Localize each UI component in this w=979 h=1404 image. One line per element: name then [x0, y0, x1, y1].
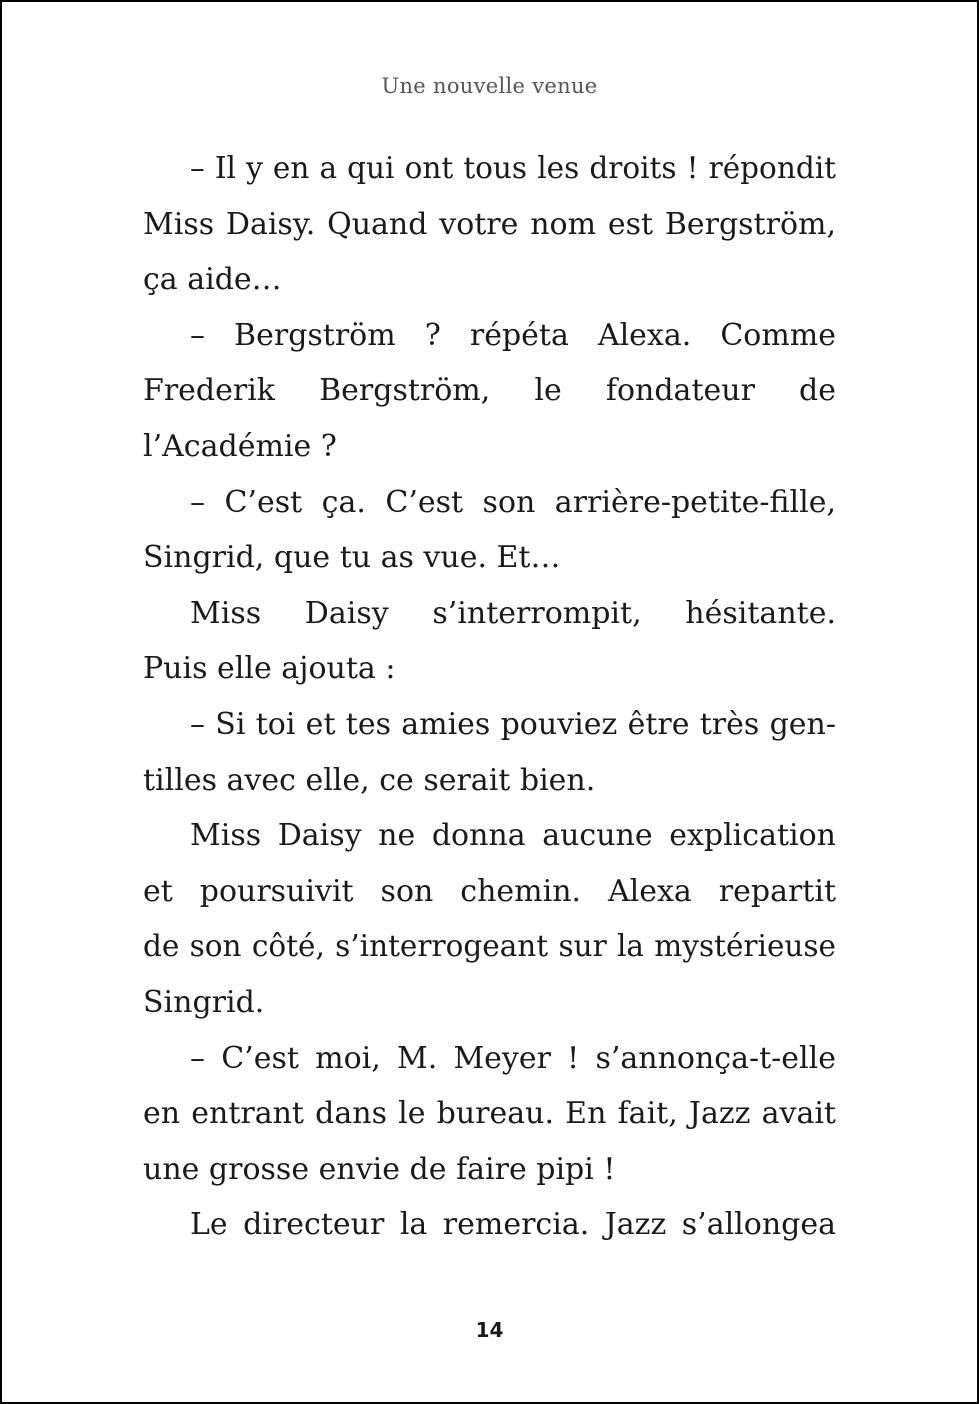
- text-line: en entrant dans le bureau. En fait, Jazz avait: [143, 1096, 836, 1132]
- text-line: et poursuivit son chemin. Alexa repartit: [143, 873, 836, 909]
- page-number: 14: [475, 1318, 504, 1342]
- text-line: l’Académie ?: [143, 428, 337, 464]
- text-line: tilles avec elle, ce serait bien.: [143, 762, 596, 798]
- text-line: une grosse envie de faire pipi !: [143, 1151, 616, 1187]
- text-line: – Si toi et tes amies pouviez être très gen-: [190, 706, 836, 742]
- text-line: – Bergström ? répéta Alexa. Comme: [190, 317, 836, 353]
- text-line: Miss Daisy s’interrompit, hésitante.: [190, 595, 836, 631]
- text-line: ça aide…: [143, 262, 282, 298]
- text-line: Singrid, que tu as vue. Et…: [143, 540, 561, 576]
- text-line: Puis elle ajouta :: [143, 651, 396, 687]
- text-line: de son côté, s’interrogeant sur la mystérieuse: [143, 929, 836, 964]
- text-line: – C’est ça. C’est son arrière-petite-fille,: [190, 484, 836, 520]
- body-text: [143, 141, 836, 1253]
- text-line: – Il y en a qui ont tous les droits ! répondit: [190, 151, 836, 185]
- text-line: – C’est moi, M. Meyer ! s’annonça-t-elle: [190, 1040, 836, 1076]
- text-line: Miss Daisy ne donna aucune explication: [190, 818, 836, 854]
- text-line: Miss Daisy. Quand votre nom est Bergström,: [143, 206, 836, 242]
- text-line: Le directeur la remercia. Jazz s’allongea: [190, 1207, 836, 1243]
- running-title: Une nouvelle venue: [381, 74, 598, 98]
- text-line: Singrid.: [143, 984, 265, 1020]
- text-line: Frederik Bergström, le fondateur de: [143, 373, 836, 409]
